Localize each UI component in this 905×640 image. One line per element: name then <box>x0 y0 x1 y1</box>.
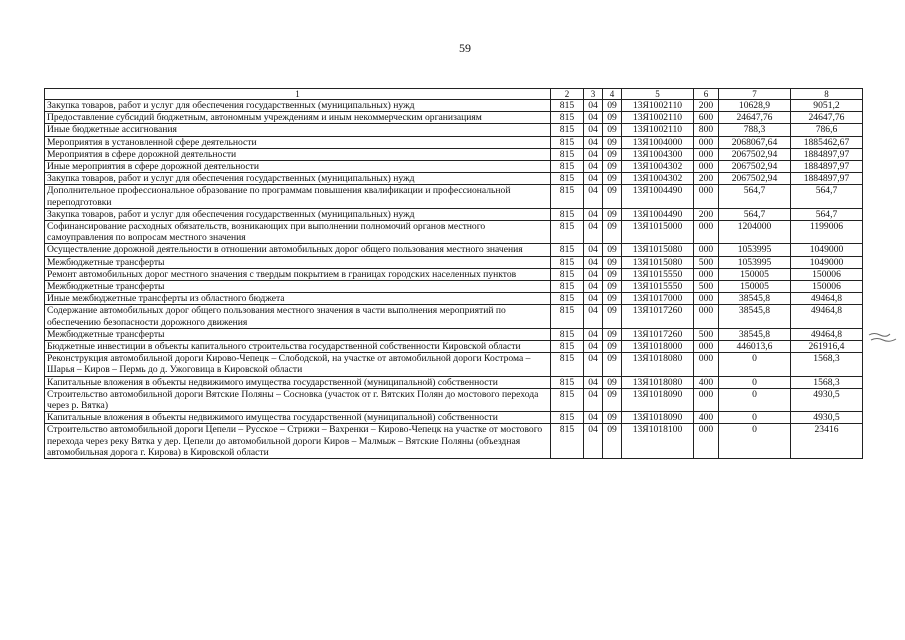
column-number: 6 <box>694 89 719 100</box>
actual-value: 1884897,97 <box>791 161 863 173</box>
subsection-code: 09 <box>603 281 622 293</box>
section-code: 04 <box>584 124 603 136</box>
actual-value: 1568,3 <box>791 376 863 388</box>
table-row <box>45 256 863 268</box>
target-code: 13Я1015550 <box>622 268 694 280</box>
table-row <box>45 388 863 411</box>
target-code: 13Я1004302 <box>622 161 694 173</box>
admin-code: 815 <box>551 244 584 256</box>
section-code: 04 <box>584 388 603 411</box>
scan-smudge <box>868 330 898 344</box>
actual-value: 49464,8 <box>791 293 863 305</box>
column-number: 8 <box>791 89 863 100</box>
admin-code: 815 <box>551 112 584 124</box>
column-number: 2 <box>551 89 584 100</box>
expense-code: 000 <box>694 148 719 160</box>
admin-code: 815 <box>551 185 584 208</box>
subsection-code: 09 <box>603 221 622 244</box>
row-name: Реконструкция автомобильной дороги Кирово-Чепецк – Слободской, на участке от автомобильной дороги Кострома – Шарья – Киров – Пермь до д. Ужоговица в Кировской области <box>45 353 551 376</box>
table-row <box>45 268 863 280</box>
expense-code: 000 <box>694 268 719 280</box>
actual-value: 564,7 <box>791 208 863 220</box>
table-row <box>45 161 863 173</box>
section-code: 04 <box>584 376 603 388</box>
expense-code: 400 <box>694 412 719 424</box>
expense-code: 000 <box>694 424 719 459</box>
section-code: 04 <box>584 412 603 424</box>
section-code: 04 <box>584 100 603 112</box>
section-code: 04 <box>584 185 603 208</box>
column-number: 4 <box>603 89 622 100</box>
table-row <box>45 281 863 293</box>
subsection-code: 09 <box>603 328 622 340</box>
subsection-code: 09 <box>603 208 622 220</box>
column-number: 1 <box>45 89 551 100</box>
section-code: 04 <box>584 328 603 340</box>
section-code: 04 <box>584 244 603 256</box>
admin-code: 815 <box>551 293 584 305</box>
row-name: Мероприятия в установленной сфере деятельности <box>45 136 551 148</box>
table-row <box>45 100 863 112</box>
table-row <box>45 221 863 244</box>
target-code: 13Я1004000 <box>622 136 694 148</box>
table-row <box>45 112 863 124</box>
target-code: 13Я1018090 <box>622 412 694 424</box>
row-name: Ремонт автомобильных дорог местного значения с твердым покрытием в границах городских населенных пунктов <box>45 268 551 280</box>
row-name: Содержание автомобильных дорог общего пользования местного значения в части выполнения мероприятий по обеспечению безопасности дорожного движения <box>45 305 551 328</box>
row-name: Дополнительное профессиональное образование по программам повышения квалификации и профессиональной переподготовки <box>45 185 551 208</box>
column-number: 5 <box>622 89 694 100</box>
actual-value: 150006 <box>791 268 863 280</box>
admin-code: 815 <box>551 221 584 244</box>
plan-value: 0 <box>719 412 791 424</box>
plan-value: 0 <box>719 376 791 388</box>
actual-value: 23416 <box>791 424 863 459</box>
row-name: Межбюджетные трансферты <box>45 281 551 293</box>
actual-value: 1884897,97 <box>791 173 863 185</box>
row-name: Иные бюджетные ассигнования <box>45 124 551 136</box>
budget-table <box>44 88 863 459</box>
target-code: 13Я1015000 <box>622 221 694 244</box>
actual-value: 1885462,67 <box>791 136 863 148</box>
table-row <box>45 376 863 388</box>
table-row <box>45 293 863 305</box>
section-code: 04 <box>584 424 603 459</box>
expense-code: 200 <box>694 208 719 220</box>
target-code: 13Я1018080 <box>622 353 694 376</box>
subsection-code: 09 <box>603 293 622 305</box>
plan-value: 38545,8 <box>719 305 791 328</box>
subsection-code: 09 <box>603 376 622 388</box>
target-code: 13Я1018090 <box>622 388 694 411</box>
subsection-code: 09 <box>603 244 622 256</box>
actual-value: 1884897,97 <box>791 148 863 160</box>
plan-value: 150005 <box>719 268 791 280</box>
row-name: Иные межбюджетные трансферты из областного бюджета <box>45 293 551 305</box>
expense-code: 000 <box>694 136 719 148</box>
admin-code: 815 <box>551 256 584 268</box>
table-row <box>45 185 863 208</box>
expense-code: 000 <box>694 353 719 376</box>
subsection-code: 09 <box>603 305 622 328</box>
expense-code: 600 <box>694 112 719 124</box>
admin-code: 815 <box>551 100 584 112</box>
admin-code: 815 <box>551 173 584 185</box>
actual-value: 4930,5 <box>791 412 863 424</box>
section-code: 04 <box>584 148 603 160</box>
plan-value: 1204000 <box>719 221 791 244</box>
plan-value: 2067502,94 <box>719 161 791 173</box>
admin-code: 815 <box>551 353 584 376</box>
target-code: 13Я1015080 <box>622 256 694 268</box>
plan-value: 564,7 <box>719 185 791 208</box>
actual-value: 24647,76 <box>791 112 863 124</box>
subsection-code: 09 <box>603 173 622 185</box>
subsection-code: 09 <box>603 124 622 136</box>
row-name: Закупка товаров, работ и услуг для обеспечения государственных (муниципальных) нужд <box>45 173 551 185</box>
plan-value: 150005 <box>719 281 791 293</box>
actual-value: 9051,2 <box>791 100 863 112</box>
actual-value: 4930,5 <box>791 388 863 411</box>
plan-value: 10628,9 <box>719 100 791 112</box>
target-code: 13Я1004490 <box>622 185 694 208</box>
plan-value: 24647,76 <box>719 112 791 124</box>
table-row <box>45 328 863 340</box>
row-name: Капитальные вложения в объекты недвижимого имущества государственной (муниципальной) собственности <box>45 412 551 424</box>
row-name: Софинансирование расходных обязательств, возникающих при выполнении полномочий органов местного самоуправления по вопросам местного значения <box>45 221 551 244</box>
plan-value: 2067502,94 <box>719 148 791 160</box>
target-code: 13Я1018100 <box>622 424 694 459</box>
expense-code: 000 <box>694 388 719 411</box>
row-name: Бюджетные инвестиции в объекты капитального строительства государственной собственности Кировской области <box>45 341 551 353</box>
row-name: Закупка товаров, работ и услуг для обеспечения государственных (муниципальных) нужд <box>45 208 551 220</box>
table-row <box>45 136 863 148</box>
table-row <box>45 244 863 256</box>
subsection-code: 09 <box>603 161 622 173</box>
table-row <box>45 208 863 220</box>
actual-value: 1199006 <box>791 221 863 244</box>
column-number: 7 <box>719 89 791 100</box>
plan-value: 38545,8 <box>719 293 791 305</box>
expense-code: 500 <box>694 328 719 340</box>
admin-code: 815 <box>551 328 584 340</box>
admin-code: 815 <box>551 268 584 280</box>
table-row <box>45 412 863 424</box>
row-name: Предоставление субсидий бюджетным, автономным учреждениям и иным некоммерческим организациям <box>45 112 551 124</box>
section-code: 04 <box>584 353 603 376</box>
admin-code: 815 <box>551 412 584 424</box>
subsection-code: 09 <box>603 388 622 411</box>
target-code: 13Я1017260 <box>622 328 694 340</box>
target-code: 13Я1017000 <box>622 293 694 305</box>
target-code: 13Я1004300 <box>622 148 694 160</box>
table-row <box>45 341 863 353</box>
admin-code: 815 <box>551 208 584 220</box>
plan-value: 564,7 <box>719 208 791 220</box>
target-code: 13Я1018000 <box>622 341 694 353</box>
admin-code: 815 <box>551 148 584 160</box>
table-row <box>45 148 863 160</box>
row-name: Осуществление дорожной деятельности в отношении автомобильных дорог общего пользования местного значения <box>45 244 551 256</box>
expense-code: 200 <box>694 100 719 112</box>
actual-value: 150006 <box>791 281 863 293</box>
row-name: Капитальные вложения в объекты недвижимого имущества государственной (муниципальной) собственности <box>45 376 551 388</box>
target-code: 13Я1015550 <box>622 281 694 293</box>
subsection-code: 09 <box>603 412 622 424</box>
section-code: 04 <box>584 161 603 173</box>
actual-value: 786,6 <box>791 124 863 136</box>
actual-value: 49464,8 <box>791 328 863 340</box>
section-code: 04 <box>584 221 603 244</box>
plan-value: 0 <box>719 353 791 376</box>
plan-value: 0 <box>719 424 791 459</box>
row-name: Мероприятия в сфере дорожной деятельности <box>45 148 551 160</box>
admin-code: 815 <box>551 341 584 353</box>
section-code: 04 <box>584 268 603 280</box>
expense-code: 800 <box>694 124 719 136</box>
table-row <box>45 124 863 136</box>
actual-value: 1049000 <box>791 256 863 268</box>
admin-code: 815 <box>551 388 584 411</box>
admin-code: 815 <box>551 305 584 328</box>
actual-value: 564,7 <box>791 185 863 208</box>
admin-code: 815 <box>551 281 584 293</box>
expense-code: 200 <box>694 173 719 185</box>
plan-value: 0 <box>719 388 791 411</box>
target-code: 13Я1002110 <box>622 100 694 112</box>
plan-value: 2068067,64 <box>719 136 791 148</box>
table-row <box>45 305 863 328</box>
plan-value: 38545,8 <box>719 328 791 340</box>
section-code: 04 <box>584 281 603 293</box>
plan-value: 2067502,94 <box>719 173 791 185</box>
subsection-code: 09 <box>603 353 622 376</box>
expense-code: 000 <box>694 293 719 305</box>
plan-value: 446013,6 <box>719 341 791 353</box>
expense-code: 400 <box>694 376 719 388</box>
subsection-code: 09 <box>603 185 622 208</box>
subsection-code: 09 <box>603 424 622 459</box>
section-code: 04 <box>584 112 603 124</box>
expense-code: 000 <box>694 221 719 244</box>
page-number: 59 <box>459 41 471 55</box>
section-code: 04 <box>584 256 603 268</box>
subsection-code: 09 <box>603 100 622 112</box>
row-name: Строительство автомобильной дороги Цепели – Русское – Стрижи – Вахренки – Кирово-Чепецк на участке от мостового перехода через реку Вятка у дер. Цепели до автомобильной дороги Киров – Малмыж – Вятские Поляны (объездная автомобильная дорога г. Кирова) в Кировской области <box>45 424 551 459</box>
expense-code: 000 <box>694 305 719 328</box>
expense-code: 500 <box>694 281 719 293</box>
subsection-code: 09 <box>603 148 622 160</box>
table-row <box>45 353 863 376</box>
subsection-code: 09 <box>603 256 622 268</box>
subsection-code: 09 <box>603 112 622 124</box>
target-code: 13Я1004302 <box>622 173 694 185</box>
row-name: Межбюджетные трансферты <box>45 256 551 268</box>
row-name: Закупка товаров, работ и услуг для обеспечения государственных (муниципальных) нужд <box>45 100 551 112</box>
plan-value: 1053995 <box>719 256 791 268</box>
expense-code: 000 <box>694 161 719 173</box>
target-code: 13Я1002110 <box>622 124 694 136</box>
expense-code: 500 <box>694 256 719 268</box>
expense-code: 000 <box>694 185 719 208</box>
actual-value: 1568,3 <box>791 353 863 376</box>
subsection-code: 09 <box>603 341 622 353</box>
target-code: 13Я1004490 <box>622 208 694 220</box>
column-number-row <box>45 89 863 100</box>
admin-code: 815 <box>551 376 584 388</box>
target-code: 13Я1015080 <box>622 244 694 256</box>
actual-value: 1049000 <box>791 244 863 256</box>
actual-value: 49464,8 <box>791 305 863 328</box>
actual-value: 261916,4 <box>791 341 863 353</box>
target-code: 13Я1017260 <box>622 305 694 328</box>
table-row <box>45 424 863 459</box>
row-name: Строительство автомобильной дороги Вятские Поляны – Сосновка (участок от г. Вятских Полян до мостового перехода через р. Вятка) <box>45 388 551 411</box>
section-code: 04 <box>584 173 603 185</box>
subsection-code: 09 <box>603 136 622 148</box>
row-name: Иные мероприятия в сфере дорожной деятельности <box>45 161 551 173</box>
plan-value: 1053995 <box>719 244 791 256</box>
table-row <box>45 173 863 185</box>
admin-code: 815 <box>551 424 584 459</box>
section-code: 04 <box>584 341 603 353</box>
section-code: 04 <box>584 305 603 328</box>
section-code: 04 <box>584 136 603 148</box>
subsection-code: 09 <box>603 268 622 280</box>
expense-code: 000 <box>694 341 719 353</box>
section-code: 04 <box>584 208 603 220</box>
row-name: Межбюджетные трансферты <box>45 328 551 340</box>
plan-value: 788,3 <box>719 124 791 136</box>
section-code: 04 <box>584 293 603 305</box>
target-code: 13Я1002110 <box>622 112 694 124</box>
admin-code: 815 <box>551 161 584 173</box>
target-code: 13Я1018080 <box>622 376 694 388</box>
column-number: 3 <box>584 89 603 100</box>
expense-code: 000 <box>694 244 719 256</box>
admin-code: 815 <box>551 124 584 136</box>
admin-code: 815 <box>551 136 584 148</box>
